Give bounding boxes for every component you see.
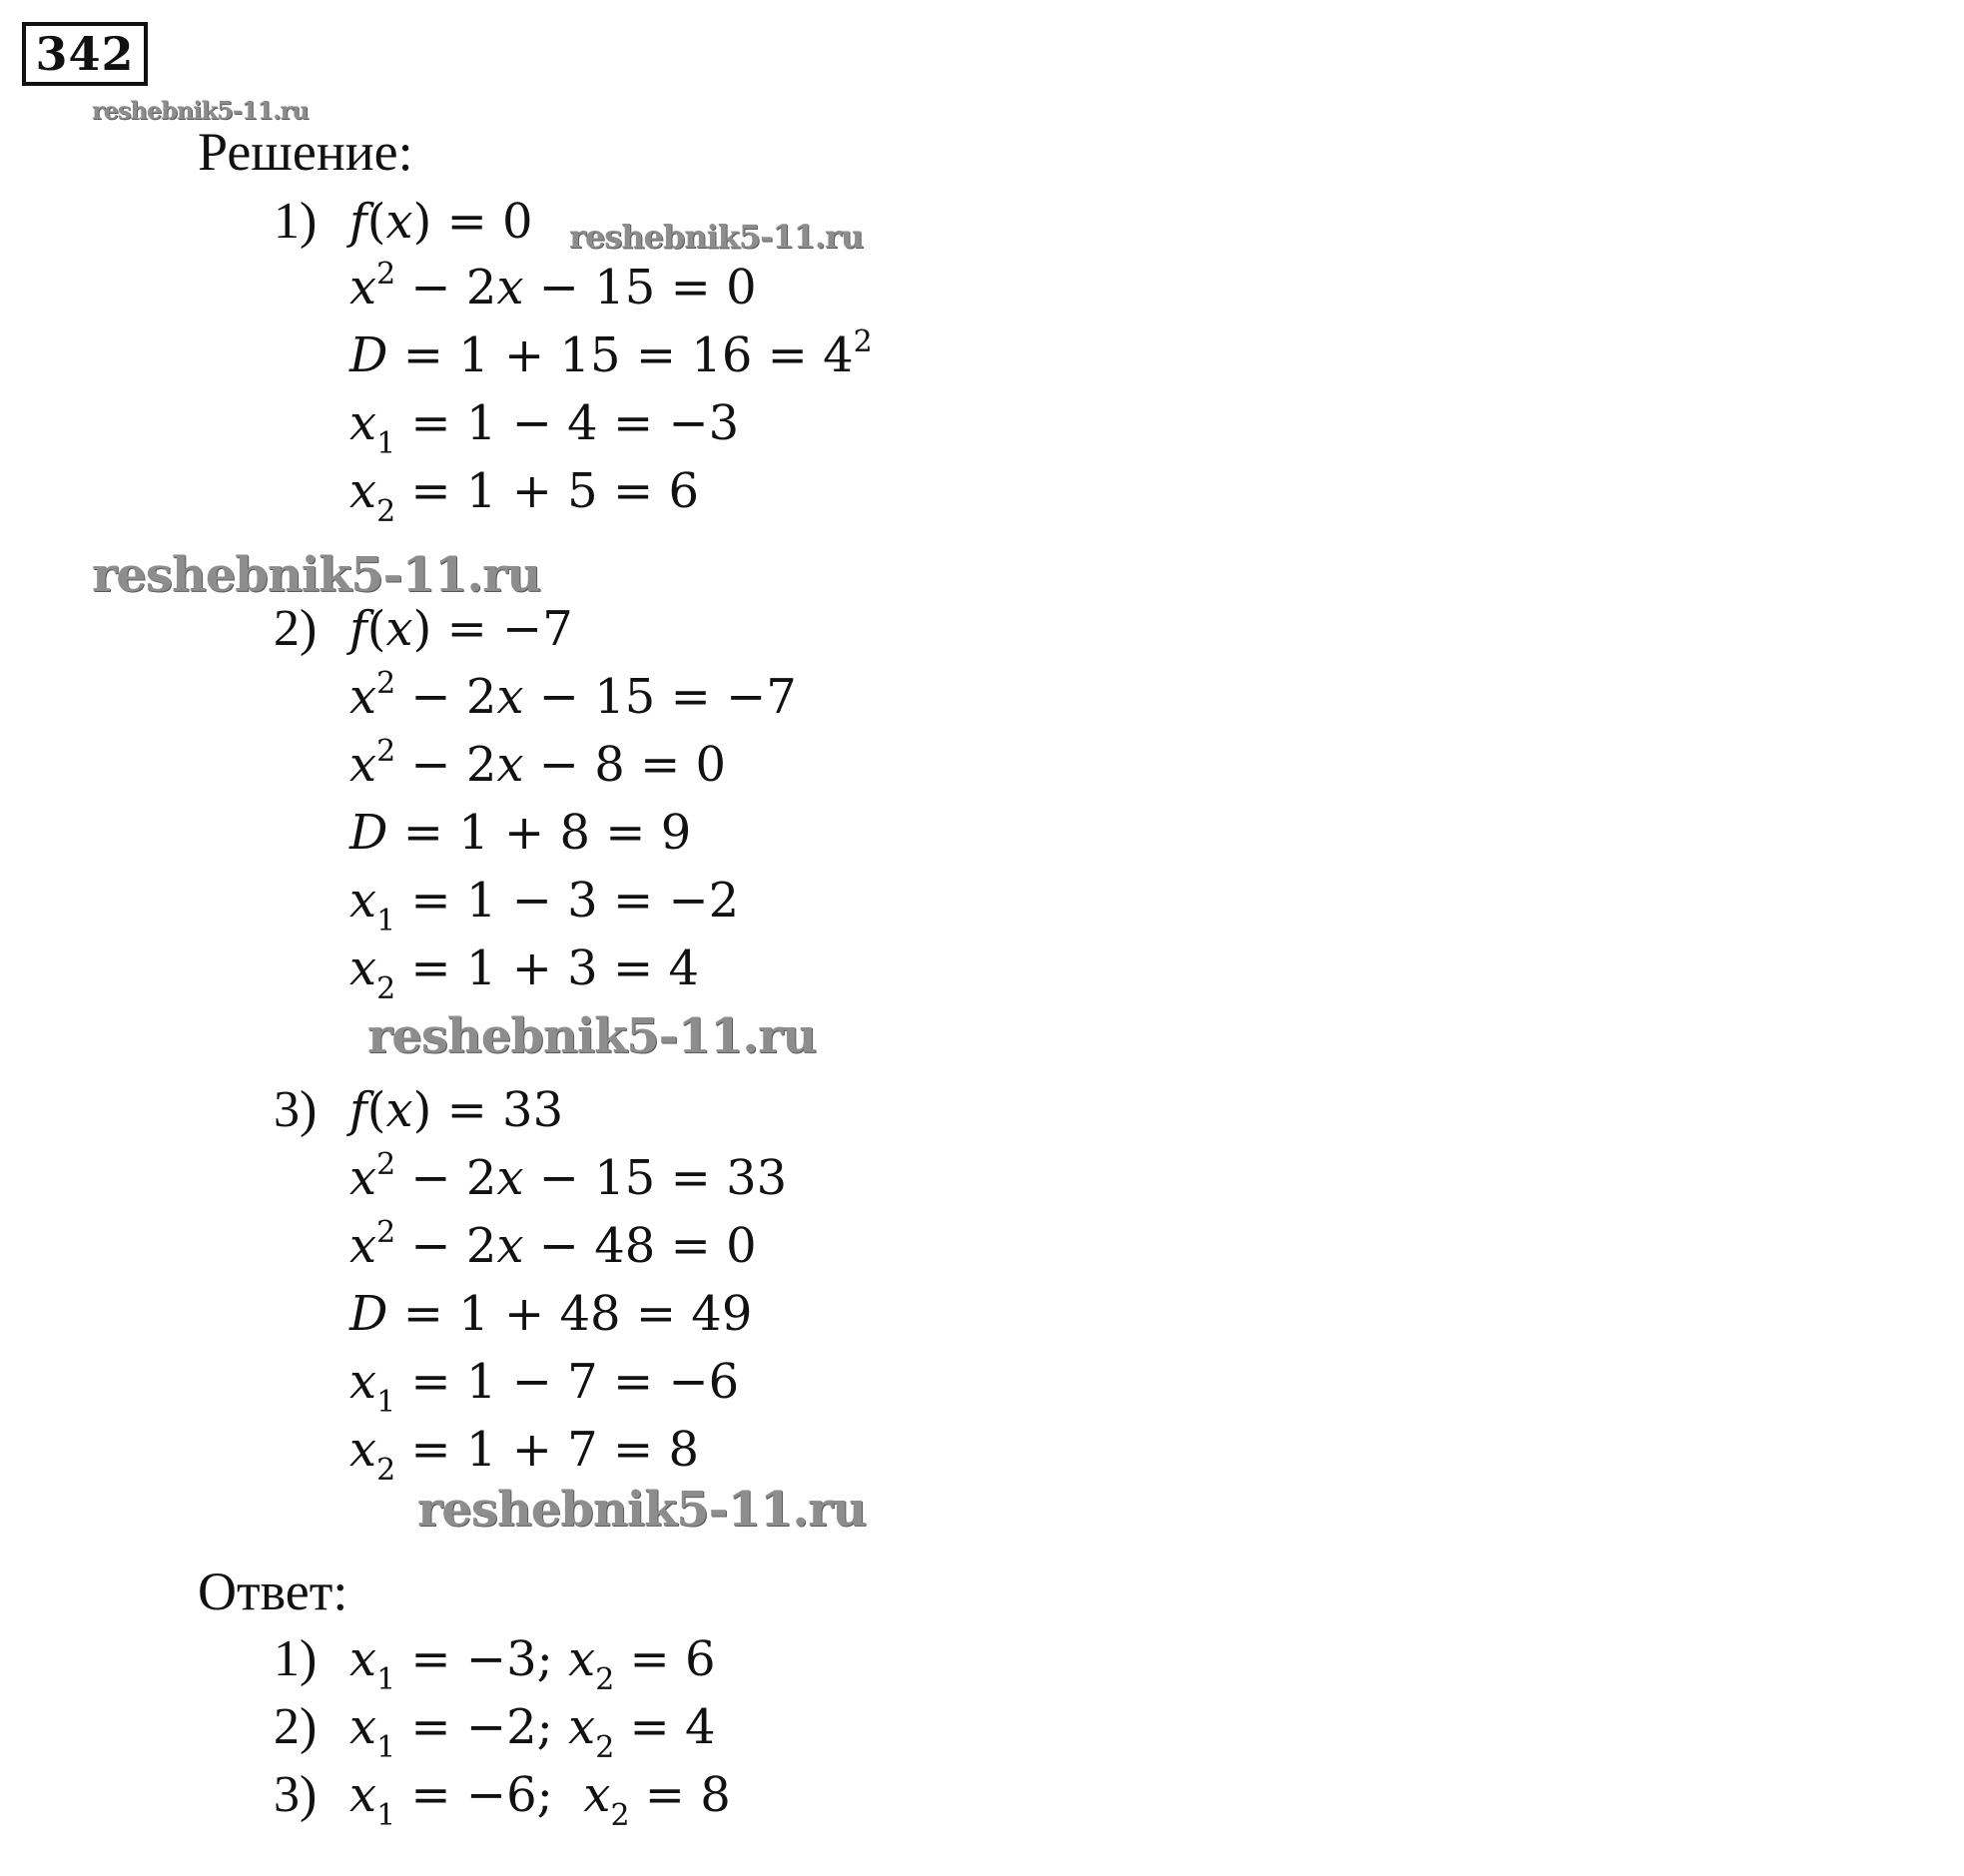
answer-line: $x_1 = -2$; $x_2 = 4$	[349, 1699, 716, 1765]
equation-line: $D = 1 + 15 = 16 = 4^2$	[349, 324, 873, 383]
equation-line: f(x) = 33	[349, 1082, 564, 1138]
watermark: reshebnik5-11.ru	[417, 1482, 867, 1538]
watermark: reshebnik5-11.ru	[569, 218, 864, 256]
problem-number: 342	[22, 22, 148, 86]
equation-line: f(x) = 0	[349, 194, 533, 250]
equation-line: $x_2 = 1 + 3 = 4$	[349, 940, 699, 1006]
equation-line: $x_2 = 1 + 7 = 8$	[349, 1422, 699, 1488]
part-label: 3)	[274, 1081, 318, 1138]
equation-line: $x^2 - 2x - 8 = 0$	[349, 734, 727, 793]
equation-line: $x^2 - 2x - 15 = 33$	[349, 1147, 788, 1206]
equation-line: $x^2 - 2x - 48 = 0$	[349, 1215, 757, 1274]
answer-label: 2)	[274, 1698, 318, 1755]
equation-line: $x^2 - 2x - 15 = 0$	[349, 257, 757, 315]
answer-label: 3)	[274, 1766, 318, 1823]
solution-heading: Решение:	[198, 122, 413, 182]
equation-line: f(x) = −7	[349, 601, 573, 657]
equation-line: $x_1 = 1 - 3 = -2$	[349, 873, 740, 938]
watermark: reshebnik5-11.ru	[92, 96, 309, 125]
answer-heading: Ответ:	[198, 1562, 348, 1621]
answer-label: 1)	[274, 1630, 318, 1687]
watermark: reshebnik5-11.ru	[367, 1008, 817, 1064]
answer-line: $x_1 = -6$; $x_2 = 8$	[349, 1767, 731, 1833]
part-label: 2)	[274, 600, 318, 657]
equation-line: $x_1 = 1 - 4 = -3$	[349, 395, 740, 461]
equation-line: D = 1 + 8 = 9	[349, 805, 692, 861]
equation-line: D = 1 + 48 = 49	[349, 1286, 753, 1342]
equation-line: $x_2 = 1 + 5 = 6$	[349, 463, 699, 529]
part-label: 1)	[274, 193, 318, 250]
equation-line: $x^2 - 2x - 15 = -7$	[349, 666, 797, 725]
equation-line: $x_1 = 1 - 7 = -6$	[349, 1354, 740, 1420]
watermark: reshebnik5-11.ru	[92, 547, 541, 603]
answer-line: $x_1 = -3$; $x_2 = 6$	[349, 1631, 716, 1697]
